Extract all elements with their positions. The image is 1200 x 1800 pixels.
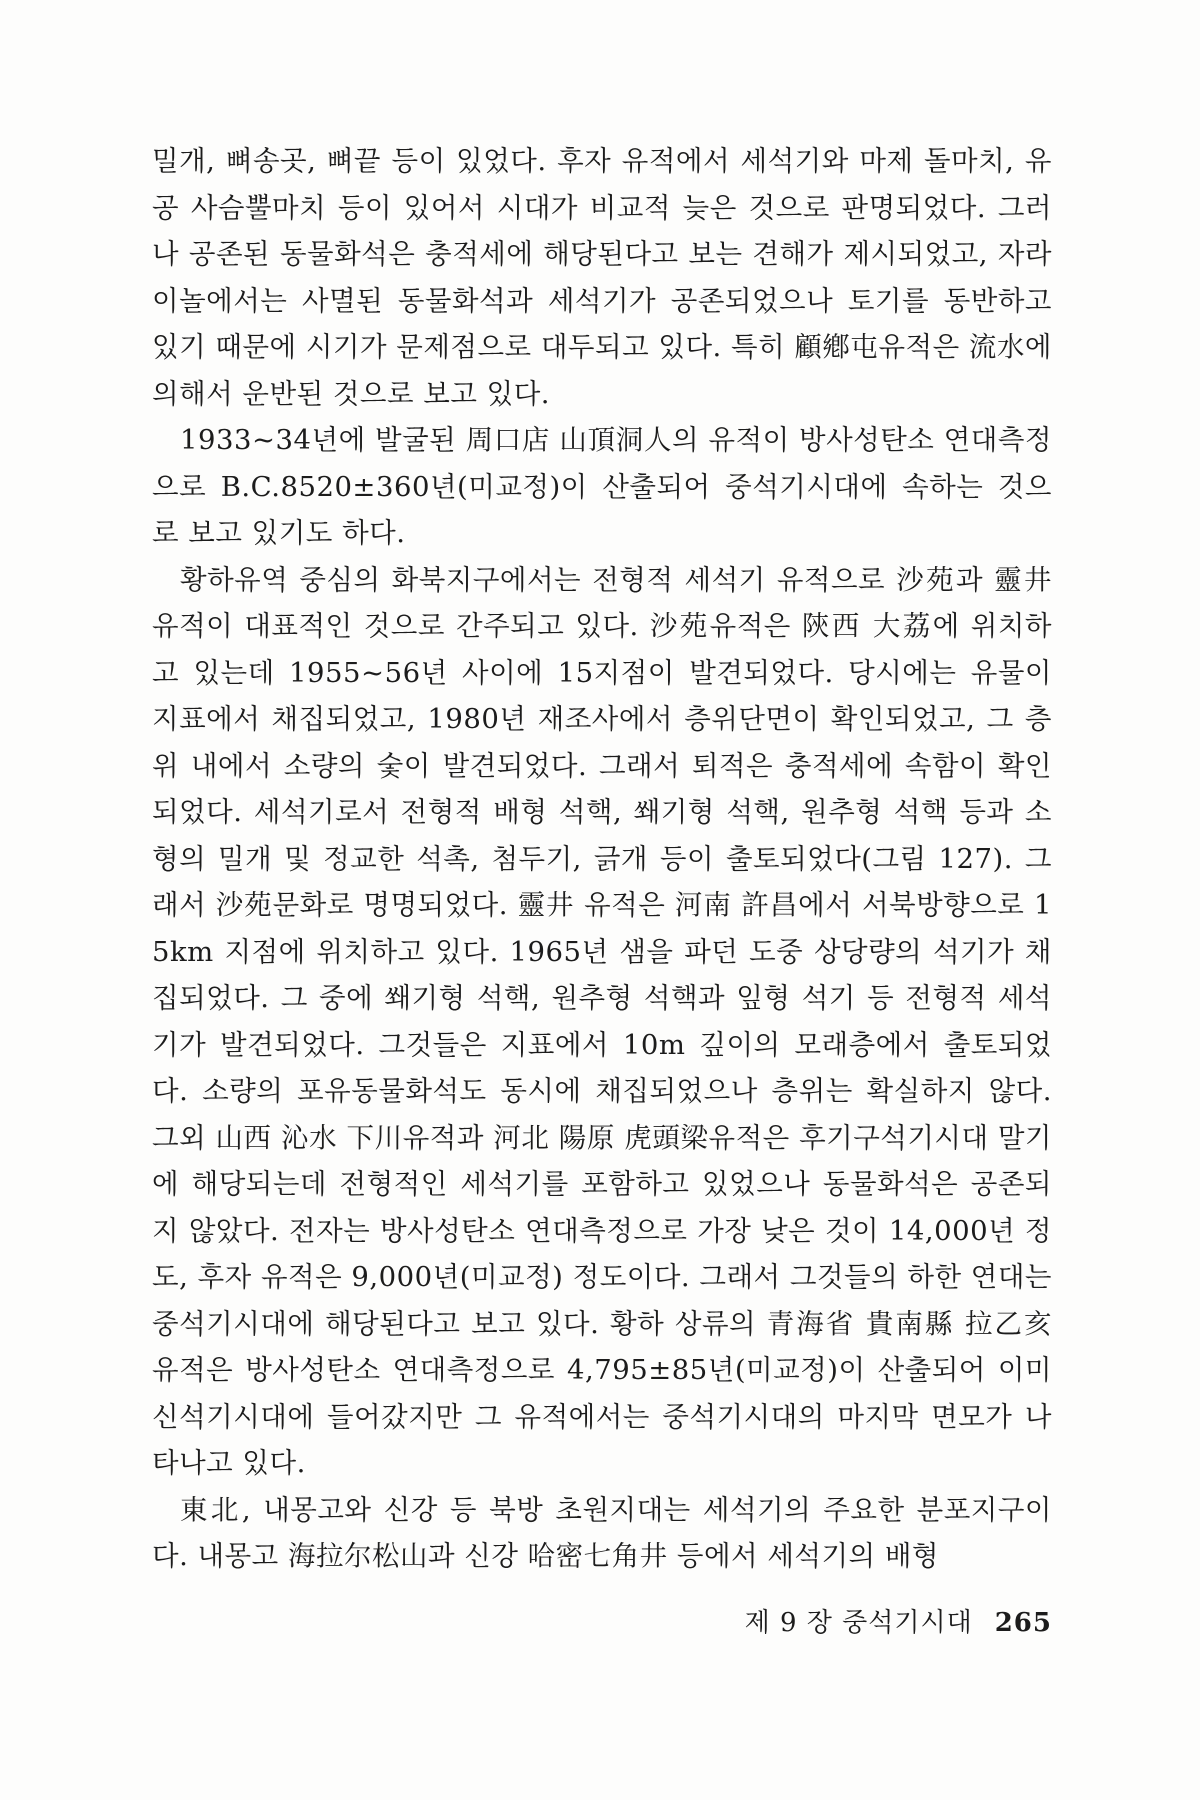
paragraph-3: 황하유역 중심의 화북지구에서는 전형적 세석기 유적으로 沙苑과 靈井유적이 대표적인 것으로 간주되고 있다. 沙苑유적은 陝西 大荔에 위치하고 있는데 1955~56년 사이에 15지점이 발견되었다. 당시에는 유물이 지표에서 채집되었고, 1980년 재조사에서 층위단면이 확인되었고, 그 층위 내에서 소량의 숯이 발견되었다. 그래서 퇴적은 충적세에 속함이 확인되었다. 세석기로서 전형적 배형 석핵, 쐐기형 석핵, 원추형 석핵 등과 소형의 밀개 및 정교한 석촉, 첨두기, 긁개 등이 출토되었다(그림 127). 그래서 沙苑문화로 명명되었다. 靈井 유적은 河南 許昌에서 서북방향으로 15km 지점에 위치하고 있다. 1965년 샘을 파던 도중 상당량의 석기가 채집되었다. 그 중에 쐐기형 석핵, 원추형 석핵과 잎형 석기 등 전형적 세석기가 발견되었다. 그것들은 지표에서 10m 깊이의 모래층에서 출토되었다. 소량의 포유동물화석도 동시에 채집되었으나 층위는 확실하지 않다. 그외 山西 沁水 下川유적과 河北 陽原 虎頭梁유적은 후기구석기시대 말기에 해당되는데 전형적인 세석기를 포함하고 있었으나 동물화석은 공존되지 않았다. 전자는 방사성탄소 연대측정으로 가장 낮은 것이 14,000년 정도, 후자 유적은 9,000년(미교정) 정도이다. 그래서 그것들의 하한 연대는 중석기시대에 해당된다고 보고 있다. 황하 상류의 青海省 貴南縣 拉乙亥유적은 방사성탄소 연대측정으로 4,795±85년(미교정)이 산출되어 이미 신석기시대에 들어갔지만 그 유적에서는 중석기시대의 마지막 면모가 나타나고 있다. [152,563,1052,1479]
page-number: 265 [994,1608,1052,1638]
page-footer [745,1602,1052,1639]
body-text [152,138,1052,1580]
paragraph-1: 밀개, 뼈송곳, 뼈끝 등이 있었다. 후자 유적에서 세석기와 마제 돌마치, 유공 사슴뿔마치 등이 있어서 시대가 비교적 늦은 것으로 판명되었다. 그러나 공존된 동물화석은 충적세에 해당된다고 보는 견해가 제시되었고, 자라이놀에서는 사멸된 동물화석과 세석기가 공존되었으나 토기를 동반하고 있기 때문에 시기가 문제점으로 대두되고 있다. 특히 顧鄕屯유적은 流水에 의해서 운반된 것으로 보고 있다. [152,145,1052,410]
paragraph-2: 1933~34년에 발굴된 周口店 山頂洞人의 유적이 방사성탄소 연대측정으로 B.C.8520±360년(미교정)이 산출되어 중석기시대에 속하는 것으로 보고 있기도 하다. [152,424,1052,549]
paragraph-4: 東北, 내몽고와 신강 등 북방 초원지대는 세석기의 주요한 분포지구이다. 내몽고 海拉尔松山과 신강 哈密七角井 등에서 세석기의 배형 [152,1493,1052,1572]
chapter-title: 제 9 장 중석기시대 [744,1608,973,1638]
